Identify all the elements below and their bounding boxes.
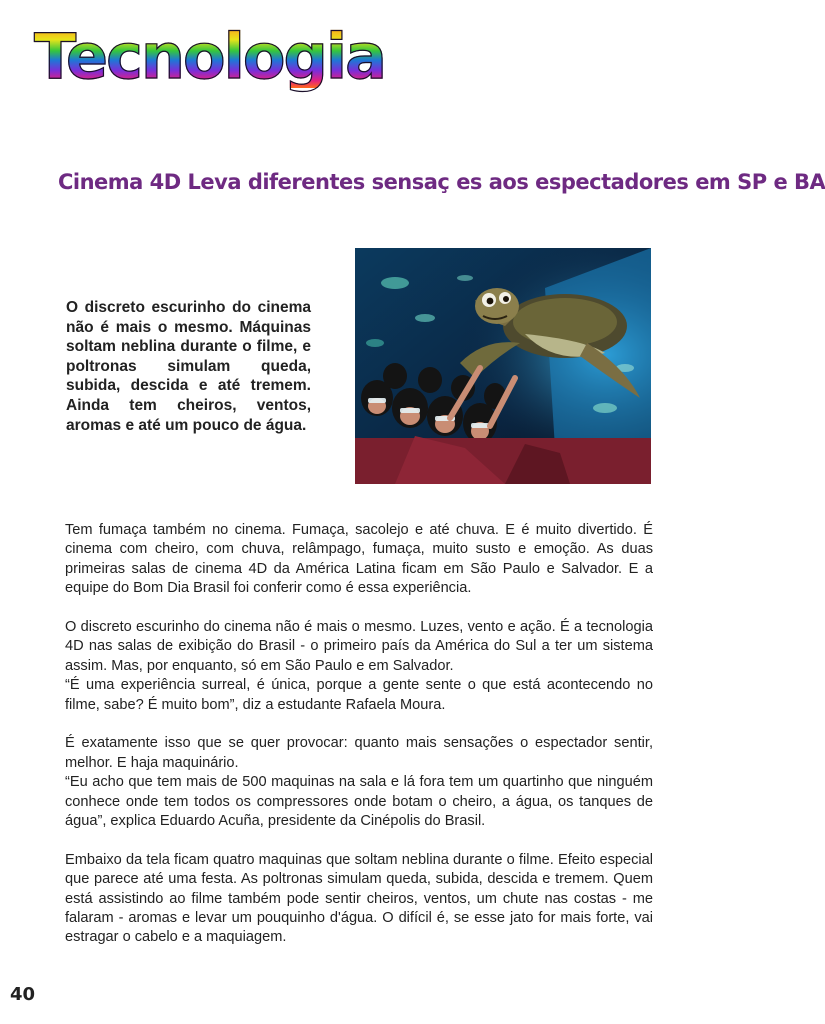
body-paragraph: O discreto escurinho do cinema não é mais o mesmo. Luzes, vento e ação. É a tecnologia 4D nas salas de exibição do Brasil - o primeiro país da América do Sul a ter um sistema assim. Mas, por enquanto, só em São Paulo e em Salvador. “É uma experiência surreal, é única, porque a gente sente o que está acontecendo no filme, sabe? É muito bom”, diz a estudante Rafaela Moura. <box>65 619 653 713</box>
article-body <box>65 521 653 967</box>
page-number: 40 <box>10 984 36 1005</box>
article-headline: Cinema 4D Leva diferentes sensaç es aos espectadores em SP e BA <box>58 170 825 194</box>
lead-paragraph: O discreto escurinho do cinema não é mais o mesmo. Máquinas soltam neblina durante o filme, e poltronas simulam queda, subida, descida e até tremem. Ainda tem cheiros, ventos, aromas e até um pouco de água. <box>66 299 311 434</box>
section-title: Tecnologia <box>34 20 385 93</box>
body-paragraph: Embaixo da tela ficam quatro maquinas que soltam neblina durante o filme. Efeito especial que parece até uma festa. As poltronas simulam queda, subida, descida e tremem. Quem está assistindo ao filme também pode sentir cheiros, ventos, um chute nas costas - me falaram - aromas e levar um pouquinho d'água. O difícil é, se esse jato for mais forte, vai estragar o cabelo e a maquiagem. <box>65 851 653 946</box>
cinema-4d-photo <box>355 248 651 484</box>
body-paragraph: Tem fumaça também no cinema. Fumaça, sacolejo e até chuva. E é muito divertido. É cinema com cheiro, com chuva, relâmpago, fumaça, muito susto e emoção. As duas primeiras salas de cinema 4D da América Latina ficam em São Paulo e Salvador. E a equipe do Bom Dia Brasil foi conferir como é essa experiência. <box>65 522 653 597</box>
body-paragraph: É exatamente isso que se quer provocar: quanto mais sensações o espectador sentir, melhor. E haja maquinário. “Eu acho que tem mais de 500 maquinas na sala e lá fora tem um quartinho que ninguém conhece onde tem todos os compressores onde botam o cheiro, a água, os tanques de água”, explica Eduardo Acuña, presidente da Cinépolis do Brasil. <box>65 735 653 830</box>
